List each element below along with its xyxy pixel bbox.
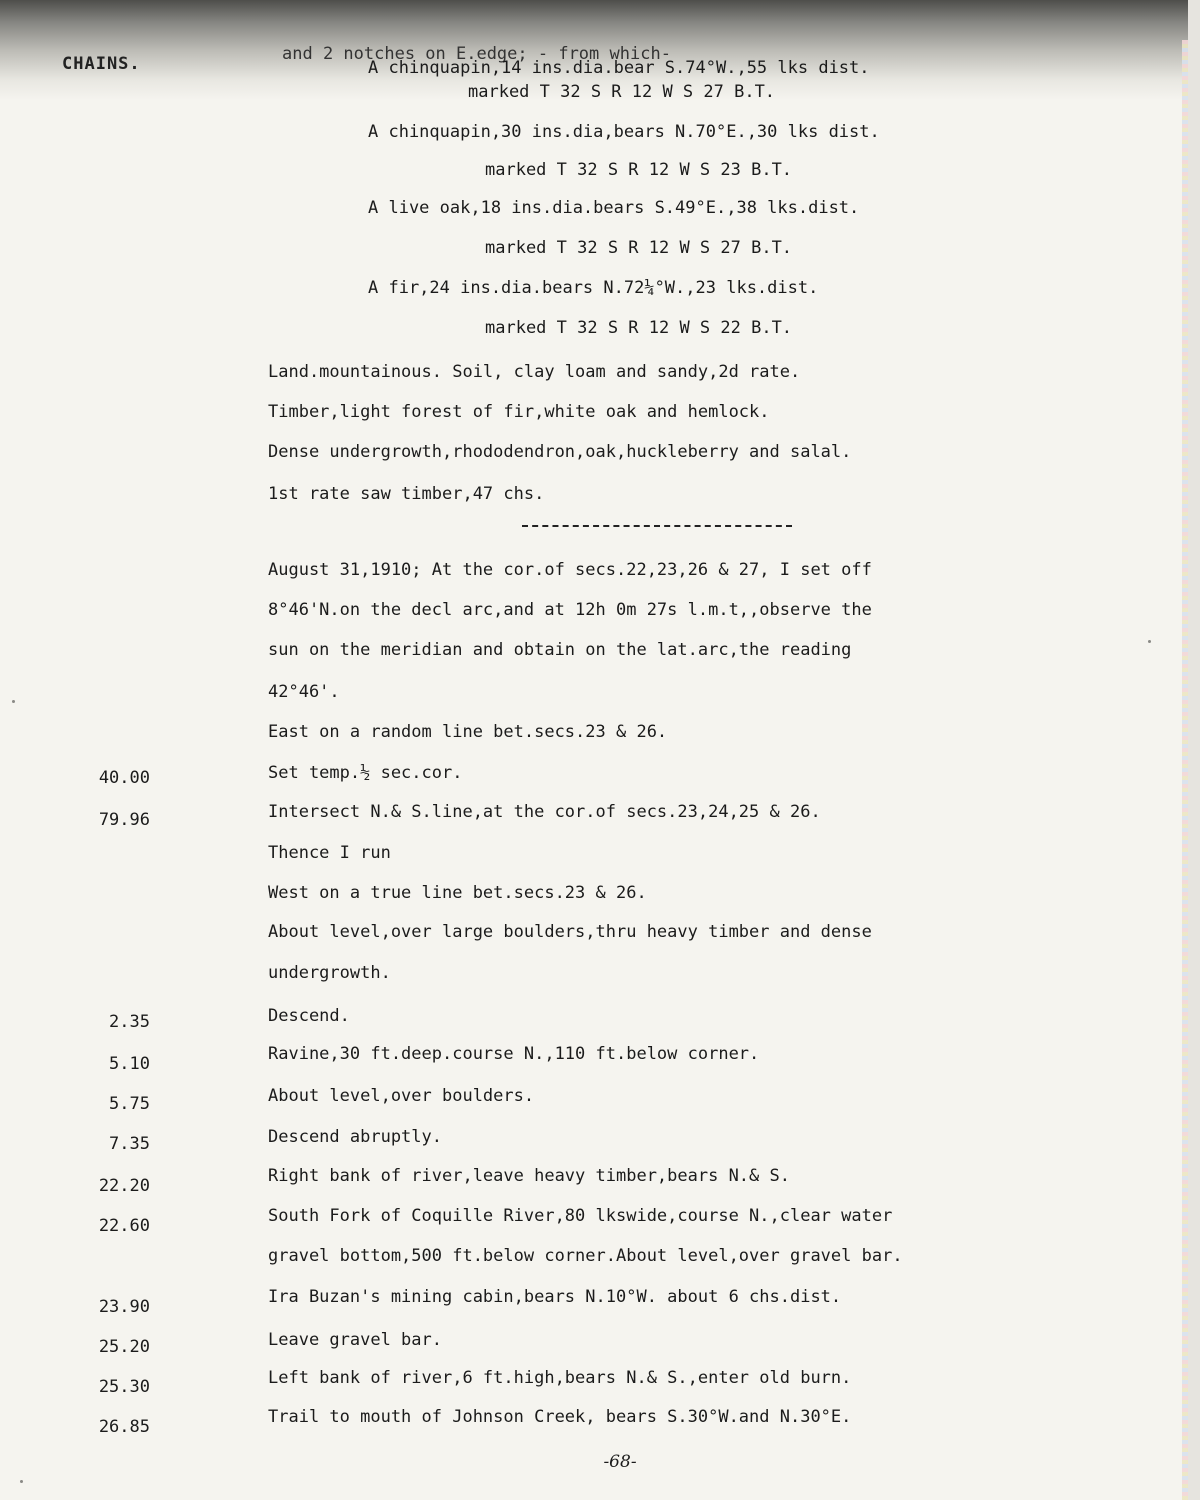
entry-distance: 79.96 (98, 810, 150, 830)
entry-text: West on a true line bet.secs.23 & 26. (268, 883, 647, 903)
observation-line-2: 8°46'N.on the decl arc,and at 12h 0m 27s l.m.t,,observe the (268, 600, 872, 620)
entry-distance: 2.35 (109, 1012, 150, 1032)
entry-text: Ravine,30 ft.deep.course N.,110 ft.below corner. (268, 1044, 760, 1064)
entry-text: Descend. (268, 1006, 350, 1026)
entry-distance: 5.75 (109, 1094, 150, 1114)
entry-text: About level,over large boulders,thru heavy timber and dense (268, 922, 872, 942)
paper-speck (1148, 640, 1151, 643)
witness-tree-4: A fir,24 ins.dia.bears N.72¼°W.,23 lks.dist. (368, 278, 819, 298)
timber-summary: Timber,light forest of fir,white oak and hemlock. (268, 402, 770, 422)
entry-text: Trail to mouth of Johnson Creek, bears S.30°W.and N.30°E. (268, 1407, 852, 1427)
entry-text: gravel bottom,500 ft.below corner.About level,over gravel bar. (268, 1246, 903, 1266)
entry-distance: 5.10 (109, 1054, 150, 1074)
witness-tree-1: A chinquapin,14 ins.dia.bear S.74°W.,55 lks dist. (368, 58, 870, 78)
entry-distance: 22.20 (98, 1176, 150, 1196)
entry-text: South Fork of Coquille River,80 lkswide,course N.,clear water (268, 1206, 893, 1226)
witness-tree-3-marks: marked T 32 S R 12 W S 27 B.T. (485, 238, 793, 258)
witness-tree-1-marks: marked T 32 S R 12 W S 27 B.T. (468, 82, 776, 102)
stacked-page-edges (1182, 40, 1188, 1500)
entry-text: East on a random line bet.secs.23 & 26. (268, 722, 668, 742)
chains-column-label: CHAINS. (62, 54, 141, 74)
entry-text: Left bank of river,6 ft.high,bears N.& S.,enter old burn. (268, 1368, 852, 1388)
witness-tree-2-marks: marked T 32 S R 12 W S 23 B.T. (485, 160, 793, 180)
entry-distance: 40.00 (98, 768, 150, 788)
entry-text: Descend abruptly. (268, 1127, 442, 1147)
undergrowth-summary: Dense undergrowth,rhododendron,oak,huckleberry and salal. (268, 442, 852, 462)
page-number: -68- (603, 1452, 637, 1472)
entry-text: About level,over boulders. (268, 1086, 535, 1106)
observation-line-1: August 31,1910; At the cor.of secs.22,23,26 & 27, I set off (268, 560, 872, 580)
entry-text: Ira Buzan's mining cabin,bears N.10°W. about 6 chs.dist. (268, 1287, 842, 1307)
entry-distance: 26.85 (98, 1417, 150, 1437)
witness-tree-2: A chinquapin,30 ins.dia,bears N.70°E.,30 lks dist. (368, 122, 880, 142)
entry-distance: 7.35 (109, 1134, 150, 1154)
observation-line-4: 42°46'. (268, 682, 340, 702)
witness-tree-4-marks: marked T 32 S R 12 W S 22 B.T. (485, 318, 793, 338)
paper-speck (20, 1480, 23, 1483)
entry-distance: 25.30 (98, 1377, 150, 1397)
entry-text: Intersect N.& S.line,at the cor.of secs.23,24,25 & 26. (268, 802, 821, 822)
entry-text: Right bank of river,leave heavy timber,bears N.& S. (268, 1166, 790, 1186)
saw-timber-summary: 1st rate saw timber,47 chs. (268, 484, 545, 504)
entry-distance: 23.90 (98, 1297, 150, 1317)
land-soil-summary: Land.mountainous. Soil, clay loam and sandy,2d rate. (268, 362, 801, 382)
entry-text: Set temp.½ sec.cor. (268, 763, 463, 783)
paper-speck (12, 700, 15, 703)
section-divider (522, 525, 792, 527)
entry-distance: 25.20 (98, 1337, 150, 1357)
entry-text: Thence I run (268, 843, 391, 863)
entry-distance: 22.60 (98, 1216, 150, 1236)
entry-text: undergrowth. (268, 963, 391, 983)
entry-text: Leave gravel bar. (268, 1330, 442, 1350)
witness-tree-3: A live oak,18 ins.dia.bears S.49°E.,38 lks.dist. (368, 198, 860, 218)
observation-line-3: sun on the meridian and obtain on the lat.arc,the reading (268, 640, 852, 660)
cut-off-line: and 2 notches on E.edge; - from which- (282, 44, 671, 64)
